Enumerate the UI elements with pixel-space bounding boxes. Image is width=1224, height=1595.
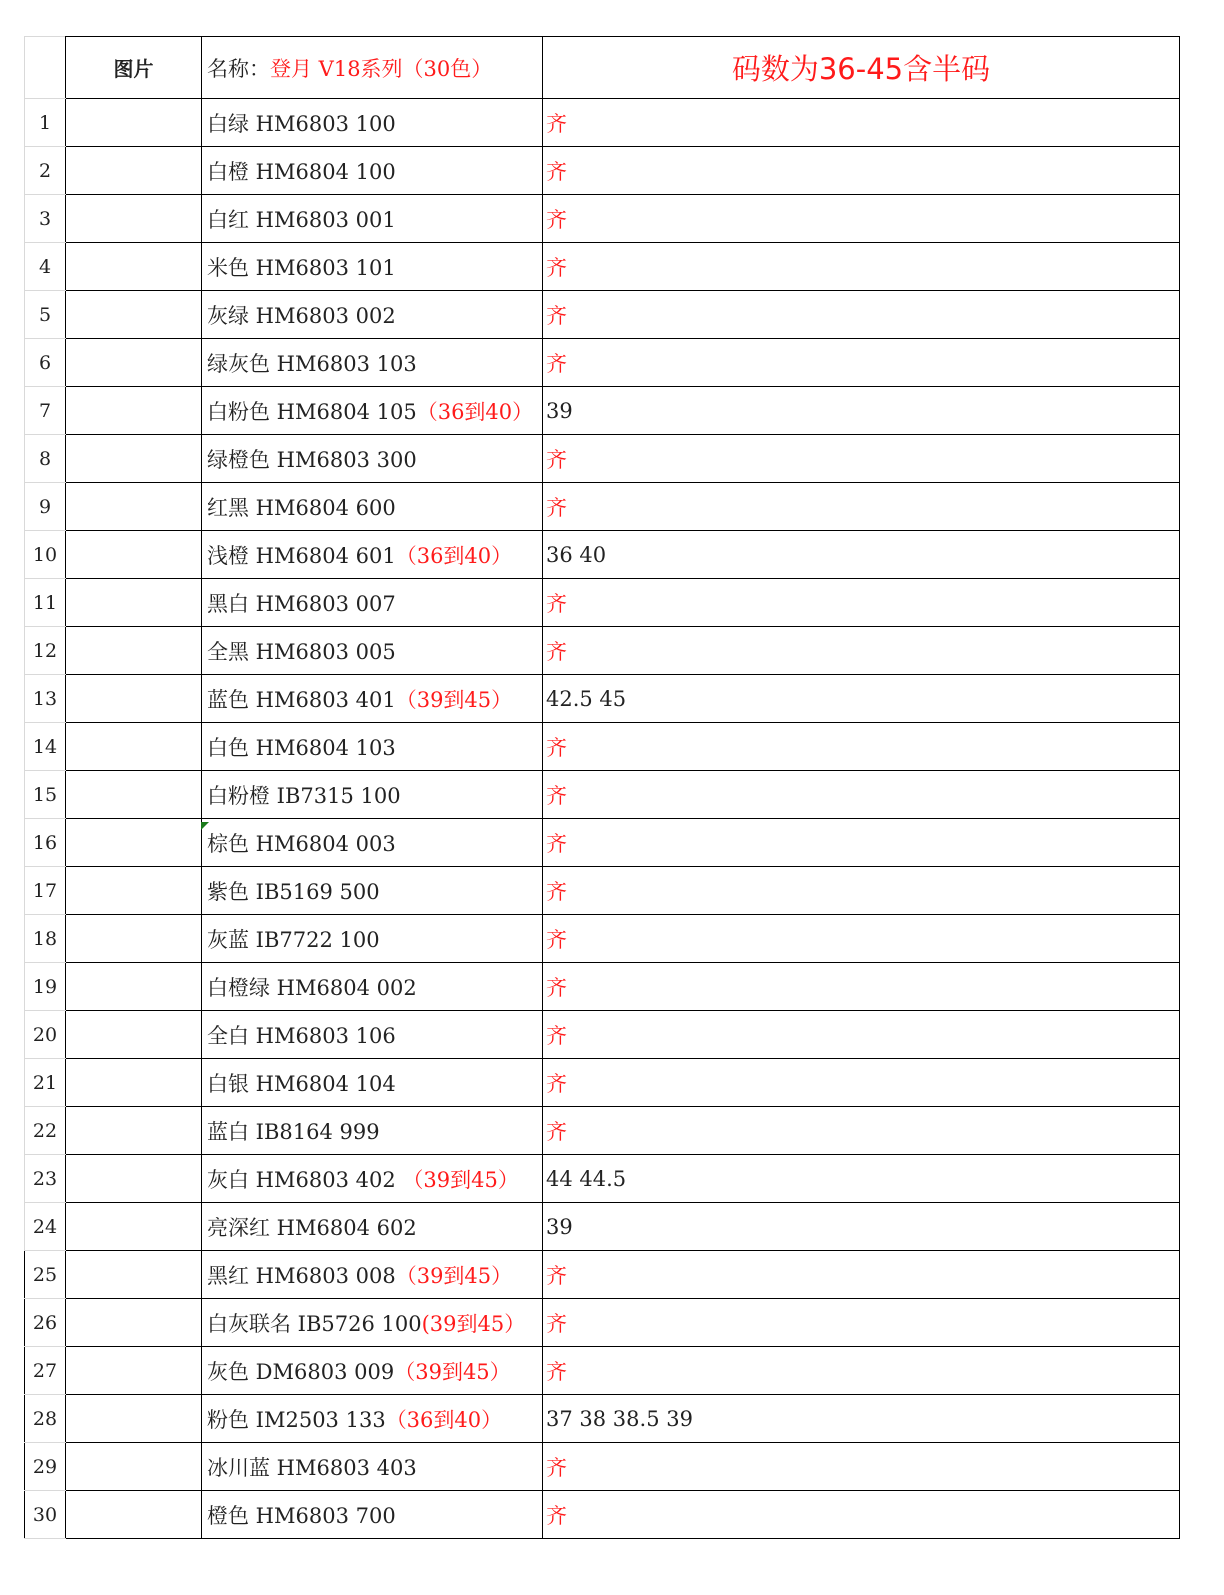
product-name: 白粉橙 IB7315 100 [207,783,401,808]
picture-cell [66,915,202,963]
picture-cell [66,1155,202,1203]
name-cell [202,1251,543,1299]
row-number: 13 [25,675,66,723]
product-name: 米色 HM6803 101 [207,255,396,280]
size-range-note: (39到45） [421,1311,526,1336]
size-range-note: （36到40） [385,1407,503,1432]
picture-cell [66,243,202,291]
product-name: 绿灰色 HM6803 103 [207,351,417,376]
row-number: 4 [25,243,66,291]
row-number: 1 [25,99,66,147]
product-name: 蓝白 IB8164 999 [207,1119,380,1144]
table-row [25,1299,1180,1347]
picture-cell [66,291,202,339]
picture-cell [66,1203,202,1251]
name-cell [202,1299,543,1347]
row-number: 5 [25,291,66,339]
name-cell [202,1011,543,1059]
picture-cell [66,339,202,387]
picture-cell [66,1443,202,1491]
picture-cell [66,819,202,867]
table-row [25,1059,1180,1107]
sizes-cell: 齐 [543,1299,1180,1347]
name-cell [202,627,543,675]
picture-cell [66,387,202,435]
sizes-cell: 齐 [543,1107,1180,1155]
sizes-cell: 齐 [543,819,1180,867]
row-number: 30 [25,1491,66,1539]
sizes-cell: 齐 [543,579,1180,627]
row-number: 12 [25,627,66,675]
product-name: 灰绿 HM6803 002 [207,303,396,328]
header-name [202,37,543,99]
name-cell [202,1155,543,1203]
picture-cell [66,723,202,771]
sizes-cell: 36 40 [543,531,1180,579]
product-name: 黑白 HM6803 007 [207,591,396,616]
size-range-note: （39到45） [395,687,513,712]
table-row [25,627,1180,675]
name-cell [202,1491,543,1539]
table-row [25,195,1180,243]
name-cell [202,723,543,771]
name-cell [202,819,543,867]
product-name: 亮深红 HM6804 602 [207,1215,417,1240]
name-cell [202,1347,543,1395]
picture-cell [66,1299,202,1347]
row-number: 28 [25,1395,66,1443]
sizes-cell: 齐 [543,1059,1180,1107]
row-number: 27 [25,1347,66,1395]
name-cell [202,675,543,723]
sizes-cell: 齐 [543,963,1180,1011]
sizes-cell: 44 44.5 [543,1155,1180,1203]
product-name: 灰色 DM6803 009 [207,1359,395,1384]
size-range-note: （39到45） [395,1167,519,1192]
row-number: 20 [25,1011,66,1059]
name-cell [202,483,543,531]
table-row [25,99,1180,147]
size-range-note: （39到45） [394,1359,511,1384]
name-cell [202,1059,543,1107]
picture-cell [66,147,202,195]
sizes-cell: 齐 [543,1251,1180,1299]
row-number: 9 [25,483,66,531]
product-name: 浅橙 HM6804 601 [207,543,396,568]
name-cell [202,339,543,387]
row-number: 10 [25,531,66,579]
row-number: 15 [25,771,66,819]
picture-cell [66,1107,202,1155]
row-number: 16 [25,819,66,867]
product-name: 白银 HM6804 104 [207,1071,396,1096]
name-cell [202,99,543,147]
picture-cell [66,1059,202,1107]
product-name: 白红 HM6803 001 [207,207,396,232]
size-range-note: （36到40） [395,543,513,568]
sizes-cell: 37 38 38.5 39 [543,1395,1180,1443]
sizes-cell: 齐 [543,1347,1180,1395]
table-row [25,867,1180,915]
table-row [25,723,1180,771]
picture-cell [66,1491,202,1539]
table-row [25,1107,1180,1155]
sizes-cell: 齐 [543,195,1180,243]
header-name-label: 名称： [207,56,270,81]
table-row [25,243,1180,291]
table-row [25,1491,1180,1539]
product-name: 灰白 HM6803 402 [207,1167,396,1192]
row-number: 6 [25,339,66,387]
table-row [25,1443,1180,1491]
table-row [25,147,1180,195]
sizes-cell: 齐 [543,627,1180,675]
sizes-cell: 齐 [543,1011,1180,1059]
row-number: 8 [25,435,66,483]
name-cell [202,1395,543,1443]
row-number: 26 [25,1299,66,1347]
row-number: 23 [25,1155,66,1203]
picture-cell [66,195,202,243]
picture-cell [66,1347,202,1395]
sizes-cell: 齐 [543,771,1180,819]
header-number-cell [25,37,66,99]
product-name: 灰蓝 IB7722 100 [207,927,380,952]
table-row [25,915,1180,963]
picture-cell [66,1395,202,1443]
row-number: 11 [25,579,66,627]
row-number: 24 [25,1203,66,1251]
size-range-note: （36到40） [416,399,534,424]
picture-cell [66,435,202,483]
product-name: 橙色 HM6803 700 [207,1503,396,1528]
row-number: 19 [25,963,66,1011]
product-name: 白绿 HM6803 100 [207,111,396,136]
picture-cell [66,867,202,915]
name-cell [202,1443,543,1491]
table-row [25,387,1180,435]
product-name: 绿橙色 HM6803 300 [207,447,417,472]
table-row [25,435,1180,483]
product-name: 白橙绿 HM6804 002 [207,975,417,1000]
table-row [25,291,1180,339]
sizes-cell: 齐 [543,291,1180,339]
size-range-note: （39到45） [395,1263,513,1288]
name-cell [202,243,543,291]
product-name: 全白 HM6803 106 [207,1023,396,1048]
row-number: 29 [25,1443,66,1491]
picture-cell [66,675,202,723]
sizes-cell: 齐 [543,243,1180,291]
picture-cell [66,1251,202,1299]
name-cell [202,387,543,435]
sizes-cell: 齐 [543,915,1180,963]
name-cell [202,291,543,339]
name-cell [202,435,543,483]
sizes-cell: 齐 [543,1443,1180,1491]
sizes-cell: 齐 [543,867,1180,915]
product-name: 白橙 HM6804 100 [207,159,396,184]
sizes-cell: 齐 [543,1491,1180,1539]
row-number: 2 [25,147,66,195]
table-row [25,1203,1180,1251]
name-cell [202,915,543,963]
name-cell [202,867,543,915]
picture-cell [66,579,202,627]
product-name: 紫色 IB5169 500 [207,879,380,904]
picture-cell [66,771,202,819]
product-name: 棕色 HM6804 003 [207,831,396,856]
table-row [25,483,1180,531]
picture-cell [66,531,202,579]
picture-cell [66,483,202,531]
picture-cell [66,627,202,675]
product-name: 蓝色 HM6803 401 [207,687,396,712]
name-cell [202,195,543,243]
table-row [25,1395,1180,1443]
name-cell [202,579,543,627]
row-number: 22 [25,1107,66,1155]
product-name: 白色 HM6804 103 [207,735,396,760]
row-number: 18 [25,915,66,963]
sizes-cell: 42.5 45 [543,675,1180,723]
sizes-cell: 齐 [543,483,1180,531]
header-picture: 图片 [66,37,202,99]
header-size-range: 码数为36-45含半码 [543,37,1180,99]
header-series-title: 登月 V18系列（30色） [270,56,493,81]
sizes-cell: 齐 [543,99,1180,147]
row-number: 7 [25,387,66,435]
table-row [25,819,1180,867]
product-name: 黑红 HM6803 008 [207,1263,396,1288]
table-row [25,339,1180,387]
sizes-cell: 39 [543,1203,1180,1251]
row-number: 17 [25,867,66,915]
product-name: 冰川蓝 HM6803 403 [207,1455,417,1480]
table-row [25,531,1180,579]
row-number: 21 [25,1059,66,1107]
cell-comment-indicator[interactable] [201,822,209,830]
table-row [25,1251,1180,1299]
name-cell [202,531,543,579]
header-row [25,37,1180,99]
sizes-cell: 齐 [543,435,1180,483]
product-name: 红黑 HM6804 600 [207,495,396,520]
product-name: 白粉色 HM6804 105 [207,399,417,424]
name-cell [202,147,543,195]
product-name: 白灰联名 IB5726 100 [207,1311,422,1336]
name-cell [202,963,543,1011]
table-row [25,963,1180,1011]
table-row [25,675,1180,723]
name-cell [202,1107,543,1155]
row-number: 14 [25,723,66,771]
sizes-cell: 齐 [543,147,1180,195]
table-row [25,579,1180,627]
picture-cell [66,1011,202,1059]
sizes-cell: 齐 [543,339,1180,387]
row-number: 3 [25,195,66,243]
table-row [25,771,1180,819]
sizes-cell: 39 [543,387,1180,435]
table-row [25,1347,1180,1395]
row-number: 25 [25,1251,66,1299]
picture-cell [66,99,202,147]
product-name: 粉色 IM2503 133 [207,1407,386,1432]
table-row [25,1155,1180,1203]
sizes-cell: 齐 [543,723,1180,771]
name-cell [202,1203,543,1251]
name-cell [202,771,543,819]
picture-cell [66,963,202,1011]
table-row [25,1011,1180,1059]
size-stock-table [24,36,1180,1539]
product-name: 全黑 HM6803 005 [207,639,396,664]
